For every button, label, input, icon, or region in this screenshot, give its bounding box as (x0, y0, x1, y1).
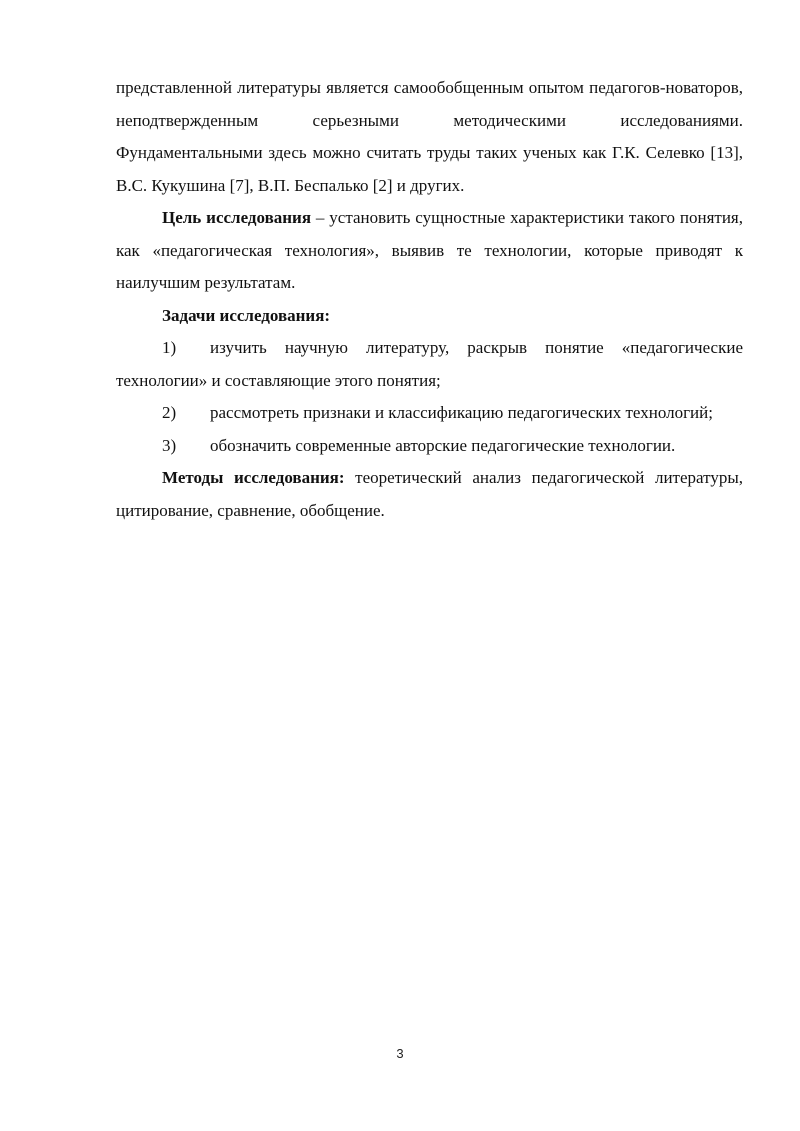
tasks-heading: Задачи исследования: (162, 305, 331, 325)
goal-paragraph (116, 202, 743, 300)
goal-text: – установить сущностные характеристики такого понятия, как «педагогическая технология», выявив те технологии, которые приводят к наилучшим результатам. (116, 208, 744, 292)
task-text: изучить научную литературу, раскрыв понятие «педагогические технологии» и составляющие этого понятия; (116, 338, 743, 390)
task-item-1 (116, 332, 743, 397)
task-text: обозначить современные авторские педагогические технологии. (210, 435, 676, 455)
task-item-2 (116, 397, 743, 430)
methods-paragraph (116, 462, 743, 527)
page-number: 3 (396, 1046, 404, 1061)
task-number: 2) (162, 403, 177, 422)
task-number: 3) (162, 435, 177, 455)
task-item-3 (116, 430, 743, 463)
methods-label: Методы исследования: (162, 468, 345, 487)
document-body (116, 72, 743, 527)
methods-text: теоретический анализ педагогической литературы, цитирование, сравнение, обобщение. (116, 468, 744, 520)
task-number: 1) (162, 338, 177, 357)
intro-paragraph: представленной литературы является самообобщенным опытом педагогов-новаторов, неподтвержденным серьезными методическими исследованиями. Фундаментальными здесь можно считать труды таких ученых как Г.К. Селевко [13], В.С. Кукушина [7], В.П. Беспалько [2] и других. (116, 78, 743, 195)
task-text: рассмотреть признаки и классификацию педагогических технологий; (210, 403, 713, 422)
goal-label: Цель исследования (162, 208, 312, 227)
